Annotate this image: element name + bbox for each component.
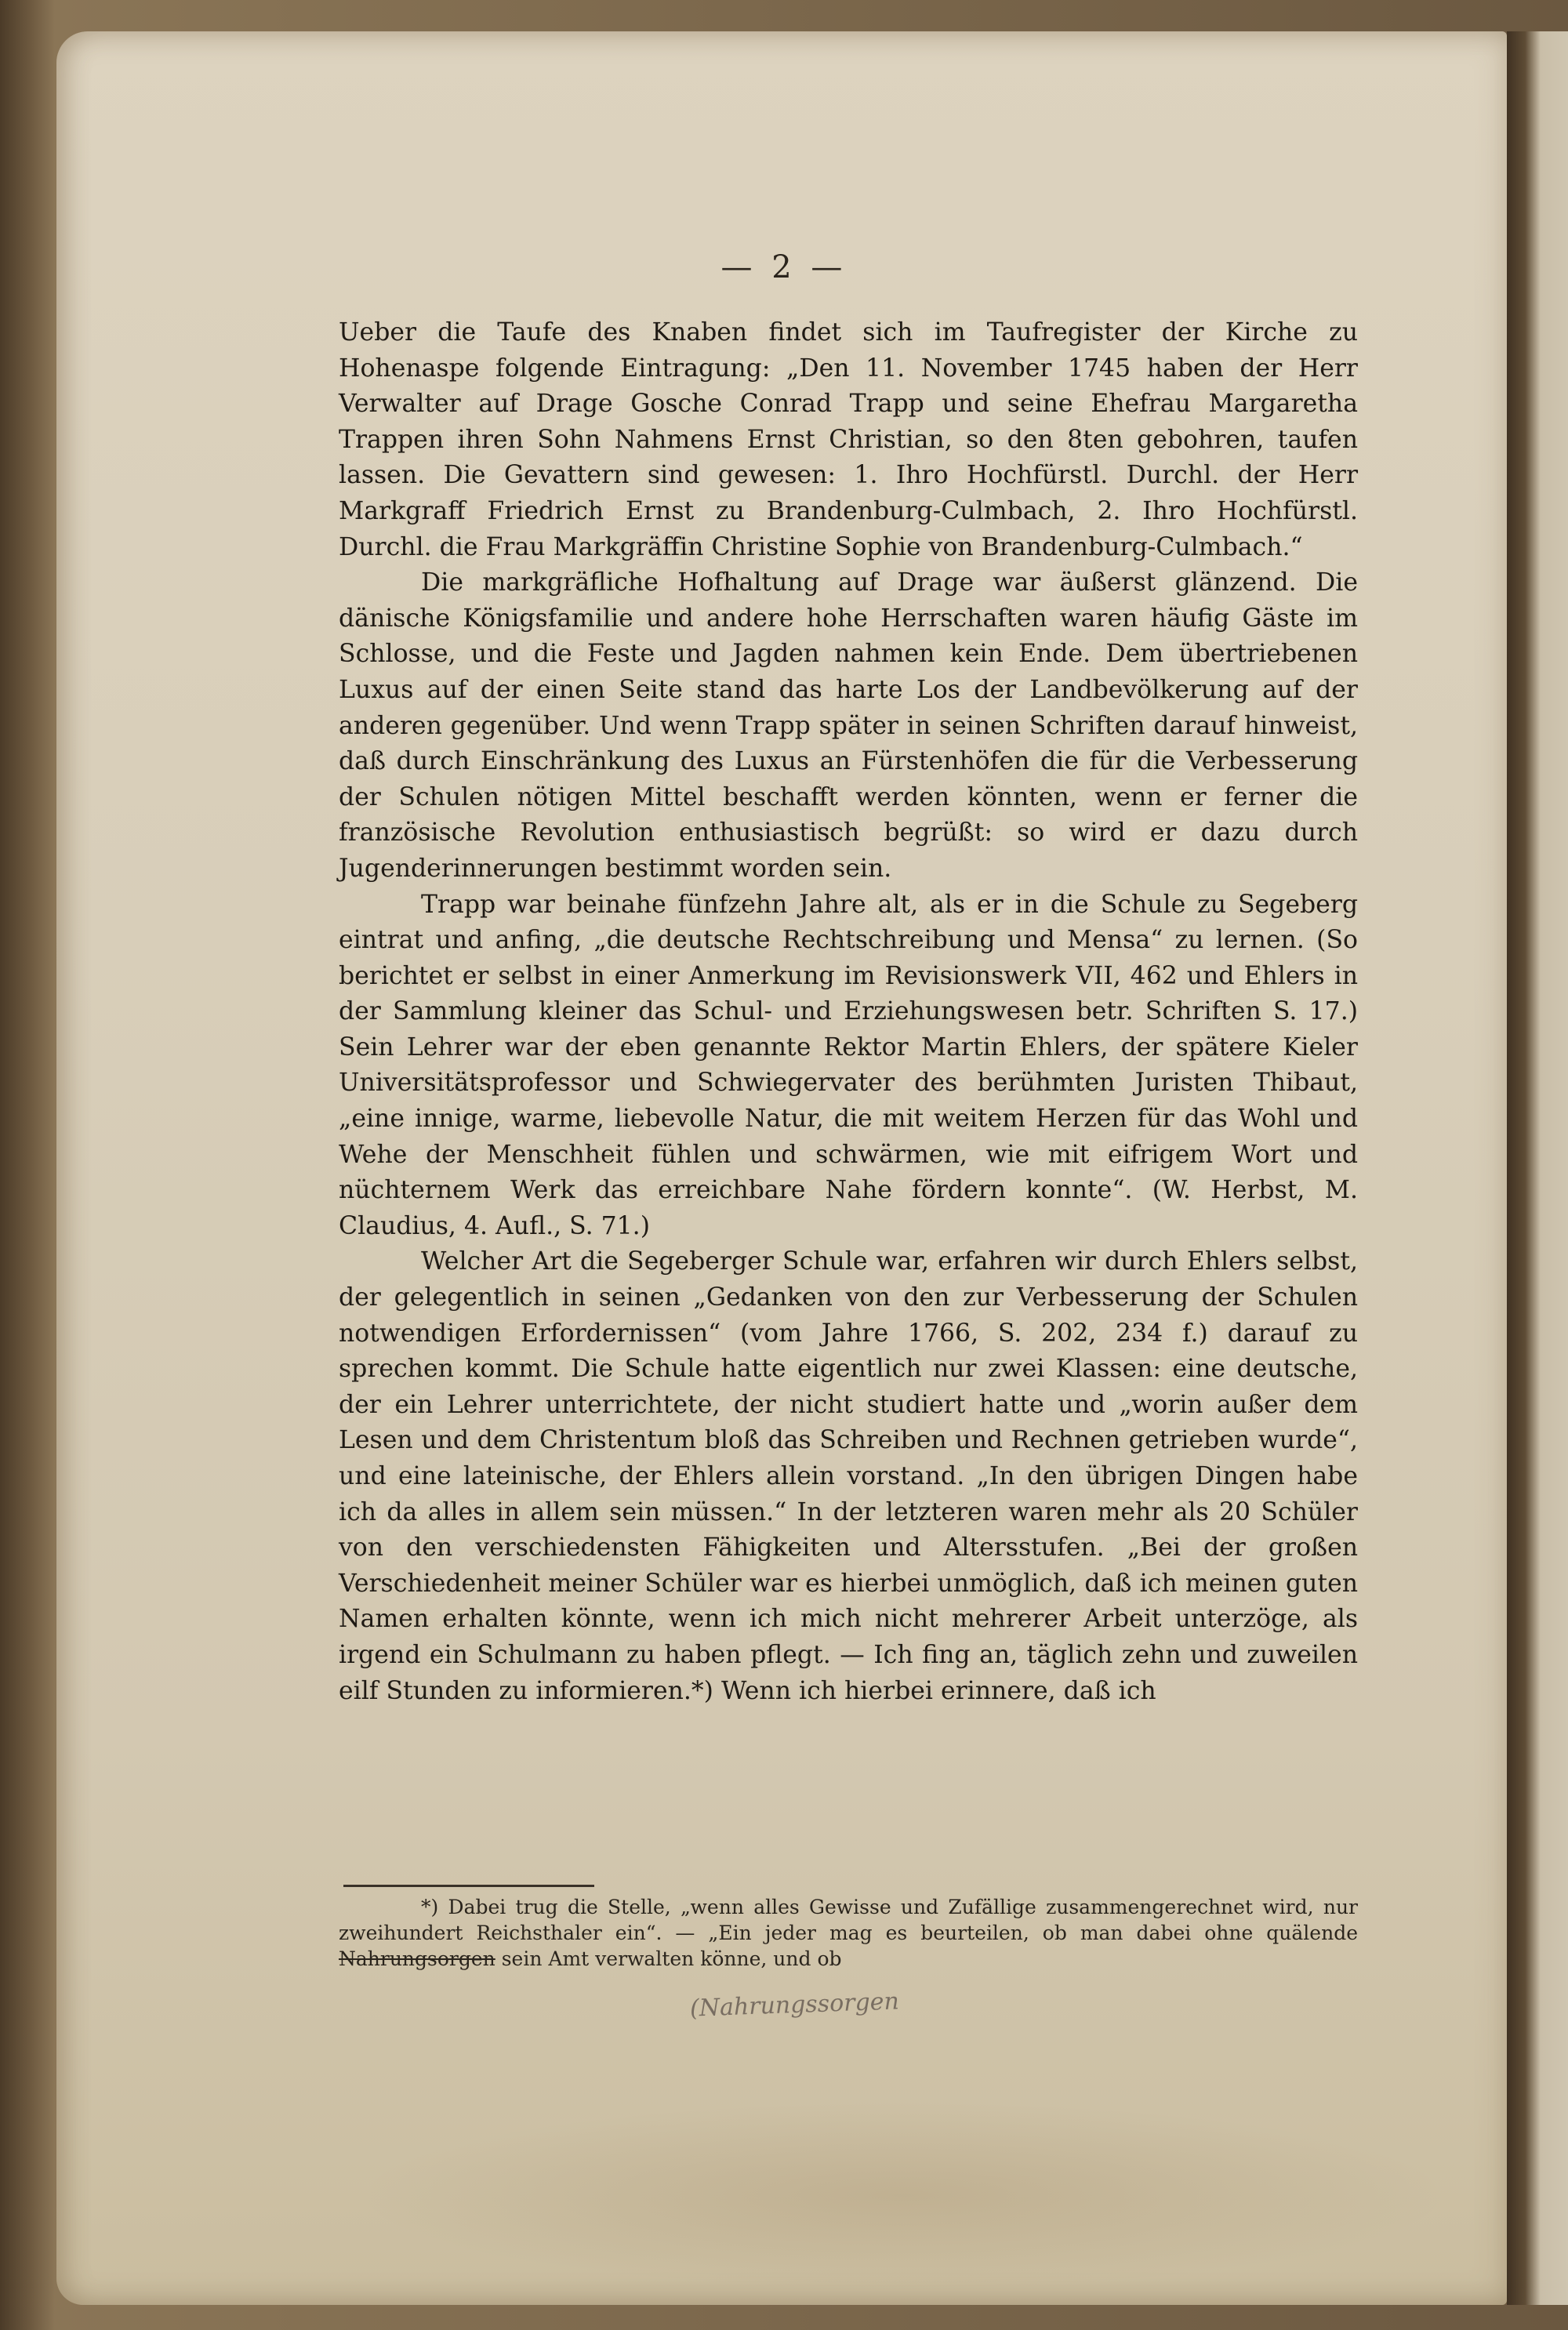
footnote-text-before: *) Dabei trug die Stelle, „wenn alles Gewisse und Zufällige zusammengerechnet wird, nur zweihundert Reichsthaler ein“. — „Ein jeder mag es beurteilen, ob man dabei ohne quälende (339, 1896, 1358, 1944)
handwritten-correction: (Nahrungssorgen (689, 1987, 900, 2023)
page-stain (354, 2101, 1452, 2289)
footnote (339, 1894, 1358, 1972)
adjacent-page-edge (1507, 31, 1568, 2305)
paragraph-2: Die markgräfliche Hofhaltung auf Drage war äußerst glänzend. Die dänische Königsfamilie und andere hohe Herrschaften waren häufig Gäste im Schlosse, und die Feste und Jagden nahmen kein Ende. Dem übertriebenen Luxus auf der einen Seite stand das harte Los der Landbevölkerung auf der anderen gegenüber. Und wenn Trapp später in seinen Schriften darauf hinweist, daß durch Einschränkung des Luxus an Fürstenhöfen die für die Verbesserung der Schulen nötigen Mittel beschafft werden könnten, wenn er ferner die französische Revolution enthusiastisch begrüßt: so wird er dazu durch Jugenderinnerungen bestimmt worden sein. (339, 568, 1358, 883)
footnote-text (339, 1894, 1358, 1972)
body-text (339, 315, 1358, 1709)
paragraph-1: Ueber die Taufe des Knaben findet sich im Taufregister der Kirche zu Hohenaspe folgende Eintragung: „Den 11. November 1745 haben der Herr Verwalter auf Drage Gosche Conrad Trapp und seine Ehefrau Margaretha Trappen ihren Sohn Nahmens Ernst Christian, so den 8ten gebohren, taufen lassen. Die Gevattern sind gewesen: 1. Ihro Hochfürstl. Durchl. der Herr Markgraff Friedrich Ernst zu Brandenburg-Culmbach, 2. Ihro Hochfürstl. Durchl. die Frau Markgräffin Christine Sophie von Brandenburg-Culmbach.“ (339, 318, 1358, 561)
page-number: — 2 — (720, 249, 848, 285)
footnote-struck-word: Nahrungsorgen (339, 1947, 495, 1970)
footnote-rule (343, 1885, 594, 1887)
paragraph-3: Trapp war beinahe fünfzehn Jahre alt, als er in die Schule zu Segeberg eintrat und anfing, „die deutsche Rechtschreibung und Mensa“ zu lernen. (So berichtet er selbst in einer Anmerkung im Revisionswerk VII, 462 und Ehlers in der Sammlung kleiner das Schul- und Erziehungswesen betr. Schriften S. 17.) Sein Lehrer war der eben genannte Rektor Martin Ehlers, der spätere Kieler Universitätsprofessor und Schwiegervater des berühmten Juristen Thibaut, „eine innige, warme, liebevolle Natur, die mit weitem Herzen für das Wohl und Wehe der Menschheit fühlen und schwärmen, wie mit eifrigem Wort und nüchternem Werk das erreichbare Nahe fördern konnte“. (W. Herbst, M. Claudius, 4. Aufl., S. 71.) (339, 890, 1358, 1240)
paragraph-4: Welcher Art die Segeberger Schule war, erfahren wir durch Ehlers selbst, der gelegentlich in seinen „Gedanken von den zur Verbesserung der Schulen notwendigen Erfordernissen“ (vom Jahre 1766, S. 202, 234 f.) darauf zu sprechen kommt. Die Schule hatte eigentlich nur zwei Klassen: eine deutsche, der ein Lehrer unterrichtete, der nicht studiert hatte und „worin außer dem Lesen und dem Christentum bloß das Schreiben und Rechnen getrieben wurde“, und eine lateinische, der Ehlers allein vorstand. „In den übrigen Dingen habe ich da alles in allem sein müssen.“ In der letzteren waren mehr als 20 Schüler von den verschiedensten Fähigkeiten und Altersstufen. „Bei der großen Verschiedenheit meiner Schüler war es hierbei unmöglich, daß ich meinen guten Namen erhalten könnte, wenn ich mich nicht mehrerer Arbeit unterzöge, als irgend ein Schulmann zu haben pflegt. — Ich fing an, täglich zehn und zuweilen eilf Stunden zu informieren.*) Wenn ich hierbei erinnere, daß ich (339, 1247, 1358, 1705)
footnote-text-after: sein Amt verwalten könne, und ob (495, 1947, 842, 1970)
